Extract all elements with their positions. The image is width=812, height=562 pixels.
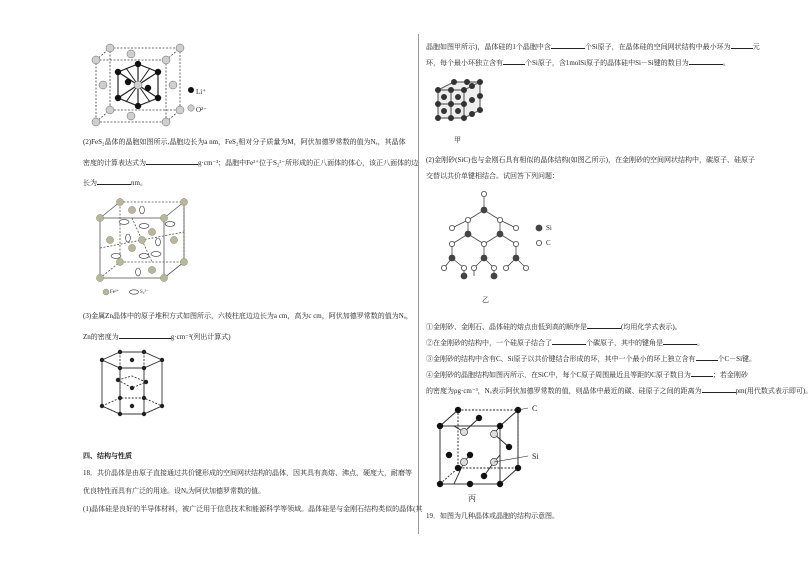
- q2-line3: [83, 178, 147, 188]
- legend-o: O²⁻: [196, 106, 207, 114]
- column-divider: [418, 34, 419, 534]
- o-ion-legend-icon: [188, 105, 194, 111]
- label-si-atom: Si: [532, 452, 539, 461]
- sic-unit-cell-figure-bing: [434, 404, 534, 492]
- q3-line1: (3)金属Zn晶体中的原子堆积方式如图所示，六棱柱底边边长为a cm，高为c cm，阿伏加德罗常数的值为Nₐ，: [83, 312, 413, 320]
- figure-label-yi: 乙: [482, 296, 489, 304]
- answer-blank-zn-density[interactable]: [119, 332, 171, 339]
- fe-ion-legend-icon: [103, 289, 109, 295]
- q19-text: 19．如图为几种晶体或晶胞的结构示意图。: [426, 512, 559, 520]
- q18-line2: 优良特性而具有广泛的用途。设Nₐ为阿伏加德罗常数的值。: [83, 487, 265, 495]
- r-line1-text-b: 个Si原子，在晶体硅的空间网状结构中最小环为: [584, 43, 731, 51]
- sub-q2: [426, 338, 704, 348]
- sub-q3-text-a: ③金刚砂的结构中含有C、Si原子以共价键结合形成的环，其中一个最小的环上独立含有: [426, 355, 696, 363]
- q18-line3: (1)晶体硅是良好的半导体材料，被广泛用于信息技术和能源科学等领域。晶体硅是与金刚石结构类似的晶体(其: [83, 505, 423, 513]
- sub-q3: [426, 354, 756, 364]
- answer-blank-bond-angle[interactable]: [663, 338, 697, 345]
- legend-fe: Fe²⁺: [110, 290, 120, 295]
- si-crystal-cell-figure-jia: [432, 76, 490, 132]
- q2-line2-text-b: g·cm⁻³；晶胞中Fe²⁺位于S₂²⁻所形成的正八面体的体心，该正八面体的边: [198, 159, 419, 167]
- answer-blank-si-count[interactable]: [551, 42, 585, 49]
- q18-line1: 18．共价晶体是由原子直接通过共价键形成的空间网状结构的晶体，因其具有高熔、沸点，硬度大，耐磨等: [83, 469, 412, 477]
- c-legend-icon: [536, 240, 541, 245]
- legend-c: C: [546, 239, 551, 247]
- answer-blank-melting-order[interactable]: [587, 322, 621, 329]
- li2o-unit-cell-figure: [88, 42, 198, 132]
- li-ion-legend-icon: [188, 87, 194, 93]
- r-line2-text-c: 。: [722, 59, 730, 67]
- sub-q4-text-d: pm(用代数式表示即可)。: [735, 387, 812, 395]
- answer-blank-bond-count[interactable]: [689, 58, 723, 65]
- sub-q1-text-b: (均用化学式表示)。: [621, 323, 682, 331]
- label-c-atom: C: [532, 404, 538, 413]
- q2-line3-text-b: nm。: [131, 179, 147, 187]
- zn-hexagonal-prism-figure: [92, 346, 172, 418]
- r-line2-text-b: 个Si原子，含1molSi原子的晶体硅中Si－Si键的数目为: [525, 59, 689, 67]
- sub-q4-line2: [426, 386, 812, 396]
- figure-label-bing: 丙: [468, 494, 476, 503]
- answer-blank-distance[interactable]: [702, 386, 736, 393]
- answer-blank-ring-si[interactable]: [503, 58, 525, 65]
- r-line1: [426, 42, 760, 52]
- sub-q4-line1: [426, 370, 748, 380]
- answer-blank-c-neighbors[interactable]: [691, 370, 713, 377]
- legend-si: Si: [546, 224, 552, 232]
- answer-blank-density[interactable]: [146, 158, 198, 165]
- s2-ion-legend-icon: [130, 290, 139, 294]
- q2-line3-text-a: 长为: [83, 179, 97, 187]
- r-line2-text-a: 环，每个最小环独立含有: [426, 59, 503, 67]
- sub-q2-text-b: 个碳原子，其中的键角是: [586, 339, 663, 347]
- q2-line2-text-a: 密度的计算表达式为: [83, 159, 146, 167]
- sic-structure-figure-yi: [434, 188, 574, 288]
- figure-label-jia: 甲: [454, 136, 461, 144]
- q2-line1: (2)FeS₂晶体的晶胞如图所示,晶胞边长为a nm，FeS₂相对分子质量为M，阿伏加德罗常数的值为Nₐ，其晶体: [83, 138, 406, 146]
- r-line2: [426, 58, 730, 68]
- answer-blank-ring-size[interactable]: [731, 42, 753, 49]
- r-line1-text-c: 元: [752, 43, 760, 51]
- q3-line2-text-a: Zn的密度为: [83, 333, 119, 341]
- r-line1-text-a: 晶胞如图甲所示)，晶体硅的1个晶胞中含: [426, 43, 551, 51]
- sub-q4-text-a: ④金刚砂的晶胞结构如图丙所示，在SiC中，每个C原子周围最近且等距的C原子数目为: [426, 371, 691, 379]
- sub-q2-text-c: 。: [697, 339, 704, 347]
- legend-li: Li⁺: [196, 88, 206, 96]
- fes2-unit-cell-figure: [94, 196, 204, 296]
- right-column: [420, 0, 812, 562]
- legend-s2: S₂²⁻: [140, 290, 149, 295]
- sub-q3-text-b: 个C－Si键。: [717, 355, 757, 363]
- si-legend-icon: [536, 225, 543, 232]
- sub-q2-text-a: ②在金刚砂的结构中，一个硅原子结合了: [426, 339, 552, 347]
- q3-line2: [83, 332, 231, 342]
- answer-blank-c-si-bonds[interactable]: [696, 354, 718, 361]
- r-line3: (2)金刚砂(SiC)也与金刚石具有相似的晶体结构(如图乙所示)，在金刚砂的空间网状结构中，碳原子、硅原子: [426, 156, 755, 164]
- sub-q4-text-b: ；若金刚砂: [712, 371, 748, 379]
- answer-blank-c-count[interactable]: [552, 338, 586, 345]
- section-title: 四、结构与性质: [83, 452, 132, 460]
- sub-q4-text-c: 的密度为ρg·cm⁻³，Nₐ表示阿伏加德罗常数的值，则晶体中最近的碳、硅原子之间的距离为: [426, 387, 702, 395]
- r-line4: 交替以共价单键相结合。试回答下列问题：: [426, 172, 559, 180]
- q2-line2: [83, 158, 418, 168]
- q3-line2-text-b: g·cm⁻³(列出计算式): [170, 333, 231, 341]
- sub-q1-text-a: ①金刚砂、金刚石、晶体硅的熔点由低到高的顺序是: [426, 323, 587, 331]
- answer-blank-edge[interactable]: [97, 178, 131, 185]
- sub-q1: [426, 322, 682, 332]
